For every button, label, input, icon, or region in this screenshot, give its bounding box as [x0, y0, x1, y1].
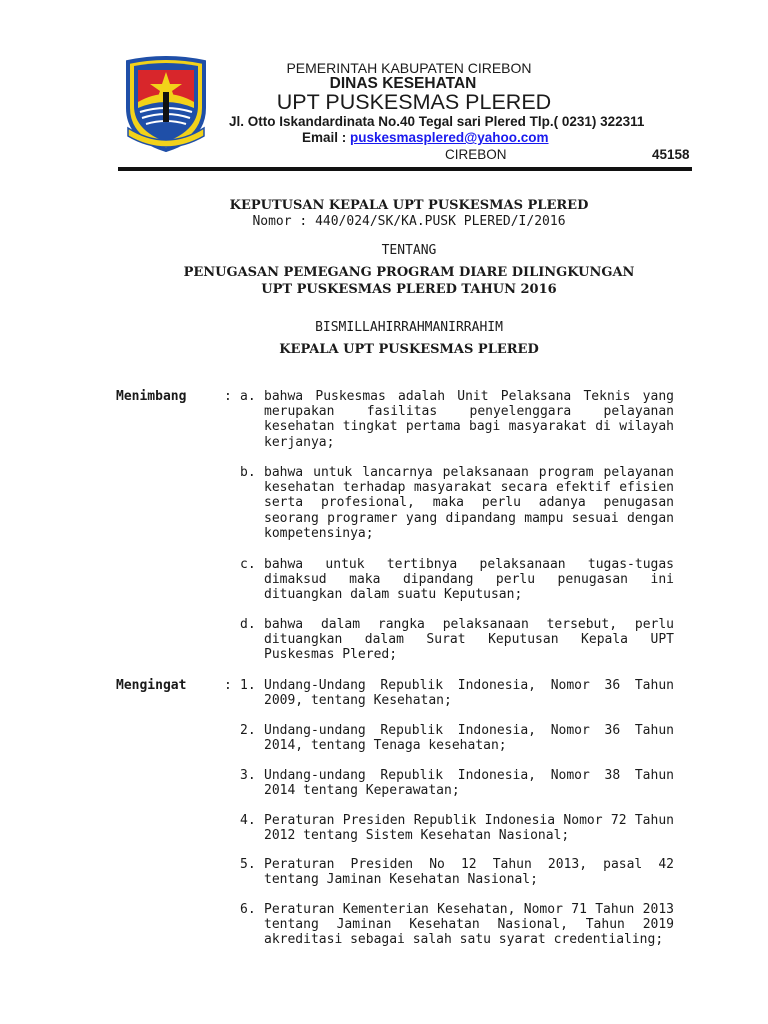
email-label: Email : [302, 130, 351, 145]
email-link[interactable]: puskesmasplered@yahoo.com [350, 130, 549, 145]
letterhead-email-line [302, 130, 549, 145]
mengingat-item [240, 813, 674, 843]
item-marker: 2. [240, 723, 256, 738]
mengingat-item [240, 857, 674, 887]
item-text: Peraturan Kementerian Kesehatan, Nomor 71 Tahun 2013 tentang Jaminan Kesehatan Nasional, Tahun 2019 akreditasi sebagai salah satu syarat credentialing; [264, 902, 674, 948]
subject-line-2: UPT PUSKESMAS PLERED TAHUN 2016 [261, 282, 557, 297]
menimbang-colon: : [224, 389, 232, 404]
item-text: Undang-undang Republik Indonesia, Nomor 36 Tahun 2014, tentang Tenaga kesehatan; [264, 723, 674, 754]
item-marker: c. [240, 557, 256, 572]
menimbang-label: Menimbang [116, 389, 187, 404]
menimbang-item [240, 557, 674, 603]
item-text: Peraturan Presiden No 12 Tahun 2013, pasal 42 tentang Jaminan Kesehatan Nasional; [264, 857, 674, 888]
letterhead-address: Jl. Otto Iskandardinata No.40 Tegal sari Plered Tlp.( 0231) 322311 [229, 114, 645, 129]
bismillah: BISMILLAHIRRAHMANIRRAHIM [315, 320, 503, 335]
decree-number: Nomor : 440/024/SK/KA.PUSK PLERED/I/2016 [252, 214, 566, 229]
decree-head: KEPALA UPT PUSKESMAS PLERED [279, 342, 539, 357]
subject-line-1: PENUGASAN PEMEGANG PROGRAM DIARE DILINGKUNGAN [183, 265, 635, 280]
item-marker: 6. [240, 902, 256, 917]
item-text: bahwa untuk lancarnya pelaksanaan program pelayanan kesehatan terhadap masyarakat secara efektif efisien serta profesional, maka perlu adanya penugasan seorang programer yang dipandang mampu sesuai dengan kompetensinya; [264, 465, 674, 541]
mengingat-label: Mengingat [116, 678, 187, 693]
item-marker: 4. [240, 813, 256, 828]
item-text: bahwa untuk tertibnya pelaksanaan tugas-tugas dimaksud maka dipandang perlu penugasan ini dituangkan dalam suatu Keputusan; [264, 557, 674, 603]
mengingat-colon: : [224, 678, 232, 693]
menimbang-item [240, 465, 674, 541]
mengingat-item [240, 768, 674, 798]
letterhead-department: DINAS KESEHATAN [329, 75, 477, 92]
item-marker: 1. [240, 678, 256, 693]
item-marker: a. [240, 389, 256, 404]
item-text: bahwa dalam rangka pelaksanaan tersebut, perlu dituangkan dalam Surat Keputusan Kepala UPT Puskesmas Plered; [264, 617, 674, 663]
item-text: Undang-Undang Republik Indonesia, Nomor 36 Tahun 2009, tentang Kesehatan; [264, 678, 674, 709]
menimbang-item [240, 389, 674, 450]
item-marker: 3. [240, 768, 256, 783]
letterhead-government: PEMERINTAH KABUPATEN CIREBON [286, 60, 532, 76]
item-text: bahwa Puskesmas adalah Unit Pelaksana Teknis yang merupakan fasilitas penyelenggara pelayanan kesehatan tingkat pertama bagi masyarakat di wilayah kerjanya; [264, 389, 674, 450]
mengingat-item [240, 902, 674, 948]
about-heading: TENTANG [381, 243, 437, 258]
letterhead-city: CIREBON [445, 147, 507, 162]
letterhead-unit: UPT PUSKESMAS PLERED [276, 90, 552, 114]
menimbang-item [240, 617, 674, 663]
item-text: Undang-undang Republik Indonesia, Nomor 38 Tahun 2014 tentang Keperawatan; [264, 768, 674, 799]
item-marker: d. [240, 617, 256, 632]
mengingat-item [240, 678, 674, 708]
item-marker: 5. [240, 857, 256, 872]
item-marker: b. [240, 465, 256, 480]
mengingat-item [240, 723, 674, 753]
letterhead-divider [118, 167, 692, 171]
letterhead-postal-code: 45158 [652, 147, 690, 162]
item-text: Peraturan Presiden Republik Indonesia Nomor 72 Tahun 2012 tentang Sistem Kesehatan Nasional; [264, 813, 674, 844]
decree-title: KEPUTUSAN KEPALA UPT PUSKESMAS PLERED [229, 198, 589, 213]
